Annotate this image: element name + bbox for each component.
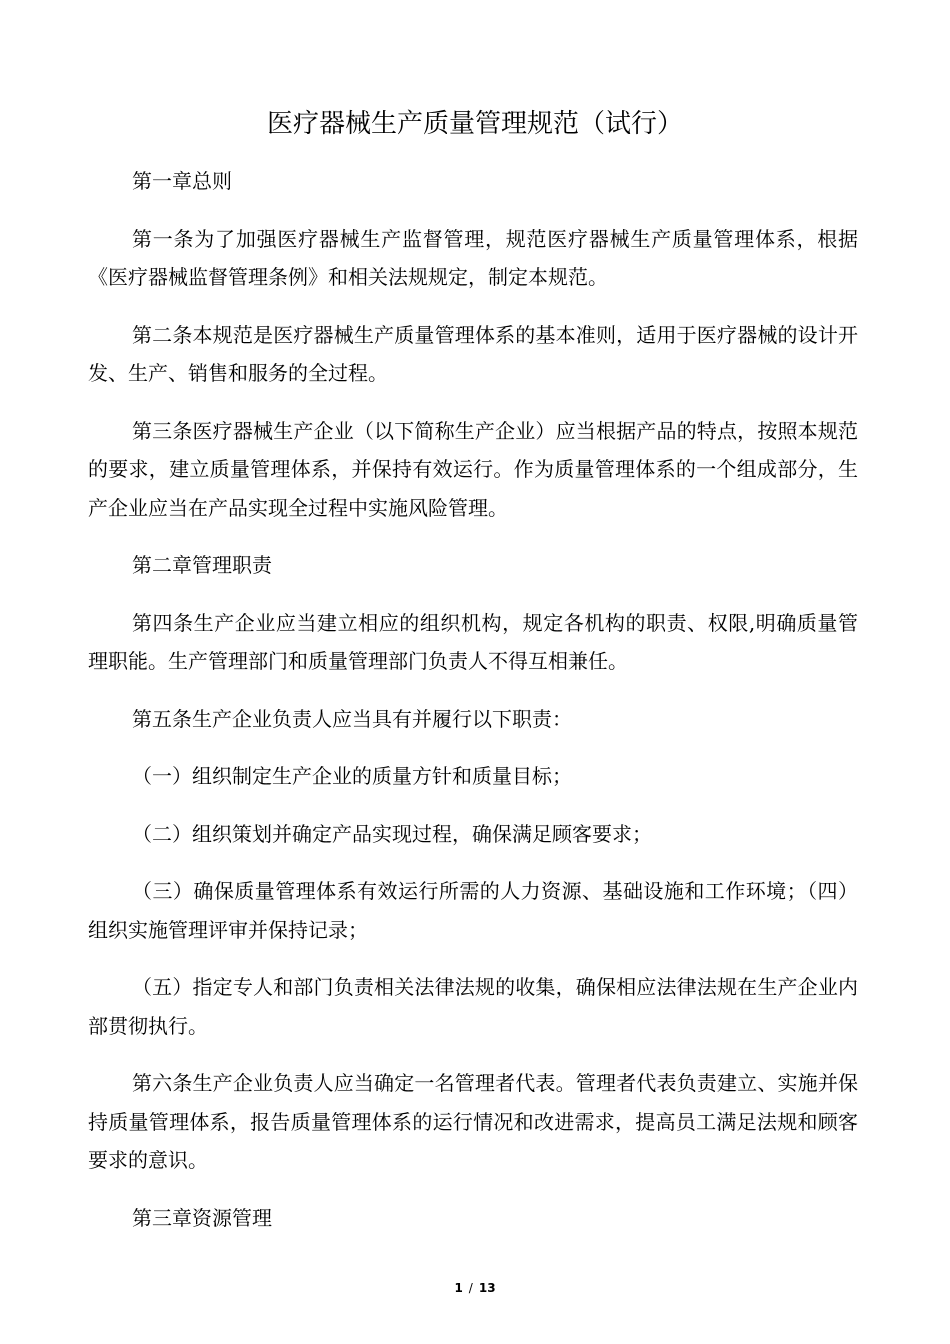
article-paragraph: 第四条生产企业应当建立相应的组织机构，规定各机构的职责、权限,明确质量管理职能。生产管理部门和质量管理部门负责人不得互相兼任。 <box>88 610 858 673</box>
chapter-heading: 第一章总则 <box>132 169 232 193</box>
chapter-heading: 第二章管理职责 <box>132 553 272 577</box>
article-paragraph: 第五条生产企业负责人应当具有并履行以下职责： <box>132 706 572 731</box>
document-body <box>88 162 858 1256</box>
chapter-heading: 第三章资源管理 <box>132 1205 272 1230</box>
article-paragraph: 第二条本规范是医疗器械生产质量管理体系的基本准则，适用于医疗器械的设计开发、生产、销售和服务的全过程。 <box>88 322 858 385</box>
document-title: 医疗器械生产质量管理规范（试行） <box>266 109 683 139</box>
total-pages-number: 13 <box>478 1281 496 1295</box>
page-separator: / <box>468 1281 473 1295</box>
article-paragraph: 第一条为了加强医疗器械生产监督管理，规范医疗器械生产质量管理体系，根据《医疗器械监督管理条例》和相关法规规定，制定本规范。 <box>88 226 858 289</box>
article-paragraph: 第六条生产企业负责人应当确定一名管理者代表。管理者代表负责建立、实施并保持质量管理体系，报告质量管理体系的运行情况和改进需求，提高员工满足法规和顾客要求的意识。 <box>88 1071 858 1172</box>
list-item: （二）组织策划并确定产品实现过程，确保满足顾客要求； <box>132 821 652 846</box>
current-page-number: 1 <box>454 1281 463 1295</box>
list-item: （三）确保质量管理体系有效运行所需的人力资源、基础设施和工作环境；（四）组织实施管理评审并保持记录； <box>88 879 858 942</box>
page-number <box>0 1278 950 1298</box>
list-item: （五）指定专人和部门负责相关法律法规的收集，确保相应法律法规在生产企业内部贯彻执行。 <box>88 975 858 1038</box>
article-paragraph: 第三条医疗器械生产企业（以下简称生产企业）应当根据产品的特点，按照本规范的要求，建立质量管理体系，并保持有效运行。作为质量管理体系的一个组成部分，生产企业应当在产品实现全过程中实施风险管理。 <box>88 418 858 520</box>
list-item: （一）组织制定生产企业的质量方针和质量目标； <box>132 764 572 788</box>
